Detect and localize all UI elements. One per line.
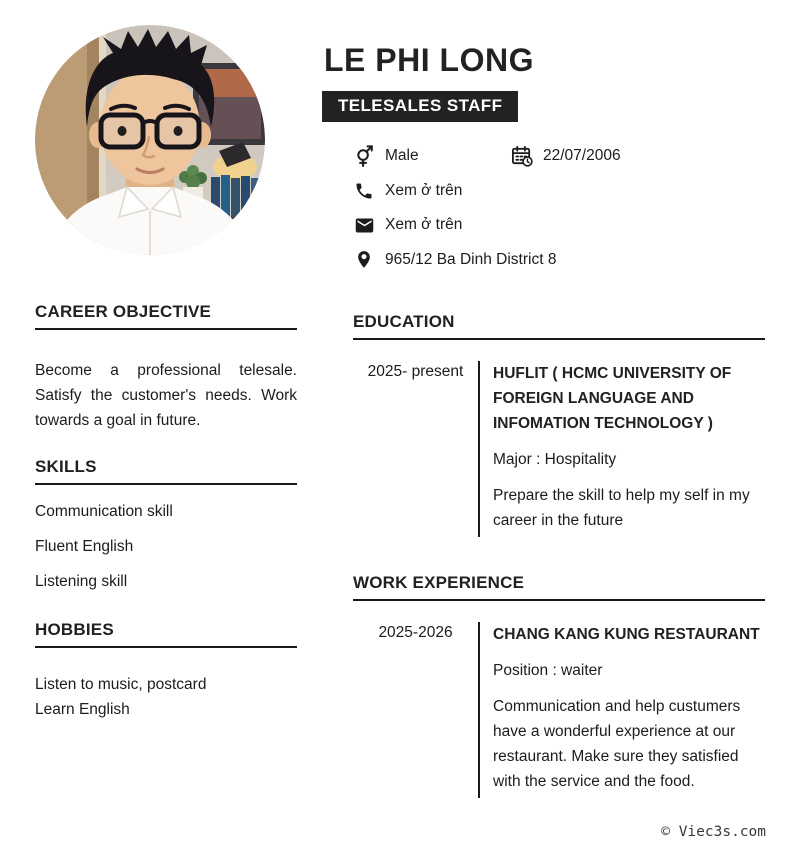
- work-entry-body: [478, 622, 765, 798]
- right-column: [353, 312, 765, 798]
- profile-photo-illustration: [35, 25, 265, 255]
- birthday-field: [510, 144, 621, 168]
- email-field: [352, 213, 462, 237]
- info-row-address: [352, 243, 782, 278]
- education-entry-body: [478, 361, 765, 537]
- hobby-item: Learn English: [35, 701, 130, 718]
- gender-icon: [352, 144, 376, 168]
- address-field: [352, 248, 556, 272]
- work-experience-section: [353, 573, 765, 798]
- site-credit: © Viec3s.com: [661, 824, 766, 840]
- education-entry: [353, 361, 765, 537]
- hobbies-section: [35, 620, 297, 722]
- job-title-badge: TELESALES STAFF: [322, 91, 518, 122]
- work-period: 2025-2026: [378, 624, 453, 641]
- address-value: 965/12 Ba Dinh District 8: [385, 250, 557, 268]
- phone-value: Xem ở trên: [385, 181, 463, 199]
- career-objective-text: Become a professional telesale. Satisfy the customer's needs. Work towards a goal in future.: [35, 362, 297, 429]
- skill-item: Listening skill: [35, 573, 128, 590]
- skills-list: [35, 494, 297, 599]
- gender-field: [352, 144, 510, 168]
- skill-item: Fluent English: [35, 538, 134, 555]
- education-detail: Major : Hospitality: [493, 451, 617, 468]
- info-row-email: [352, 208, 782, 243]
- page-title: LE PHI LONG: [324, 42, 534, 78]
- birthday-value: 22/07/2006: [543, 147, 621, 165]
- career-objective-section: [35, 302, 297, 433]
- education-section: [353, 312, 765, 537]
- skills-section: [35, 457, 297, 599]
- info-row-phone: [352, 174, 782, 209]
- email-value: Xem ở trên: [385, 216, 463, 234]
- hobby-item: Listen to music, postcard: [35, 676, 207, 693]
- education-title: HUFLIT ( HCMC UNIVERSITY OF FOREIGN LANGUAGE AND INFOMATION TECHNOLOGY ): [493, 365, 732, 432]
- education-period: 2025- present: [367, 363, 464, 380]
- education-detail: Prepare the skill to help my self in my career in the future: [493, 487, 750, 529]
- education-heading: EDUCATION: [353, 312, 765, 340]
- skills-heading: SKILLS: [35, 457, 297, 485]
- work-experience-heading: WORK EXPERIENCE: [353, 573, 765, 601]
- email-icon: [352, 213, 376, 237]
- work-experience-entry: [353, 622, 765, 798]
- work-title: CHANG KANG KUNG RESTAURANT: [493, 626, 760, 643]
- skill-item: Communication skill: [35, 503, 173, 520]
- work-detail: Position : waiter: [493, 662, 603, 679]
- personal-info: [352, 139, 782, 277]
- location-icon: [352, 248, 376, 272]
- hobbies-list: [35, 672, 297, 722]
- work-detail: Communication and help custumers have a wonderful experience at our restaurant. Make sure they satisfied with the service and the food.: [493, 698, 741, 790]
- profile-photo: [35, 25, 265, 255]
- left-column: [35, 302, 297, 722]
- hobbies-heading: HOBBIES: [35, 620, 297, 648]
- gender-value: Male: [385, 147, 419, 165]
- phone-icon: [352, 179, 376, 203]
- info-row-gender-birthday: [352, 139, 782, 174]
- calendar-icon: [510, 144, 534, 168]
- phone-field: [352, 179, 462, 203]
- career-objective-heading: CAREER OBJECTIVE: [35, 302, 297, 330]
